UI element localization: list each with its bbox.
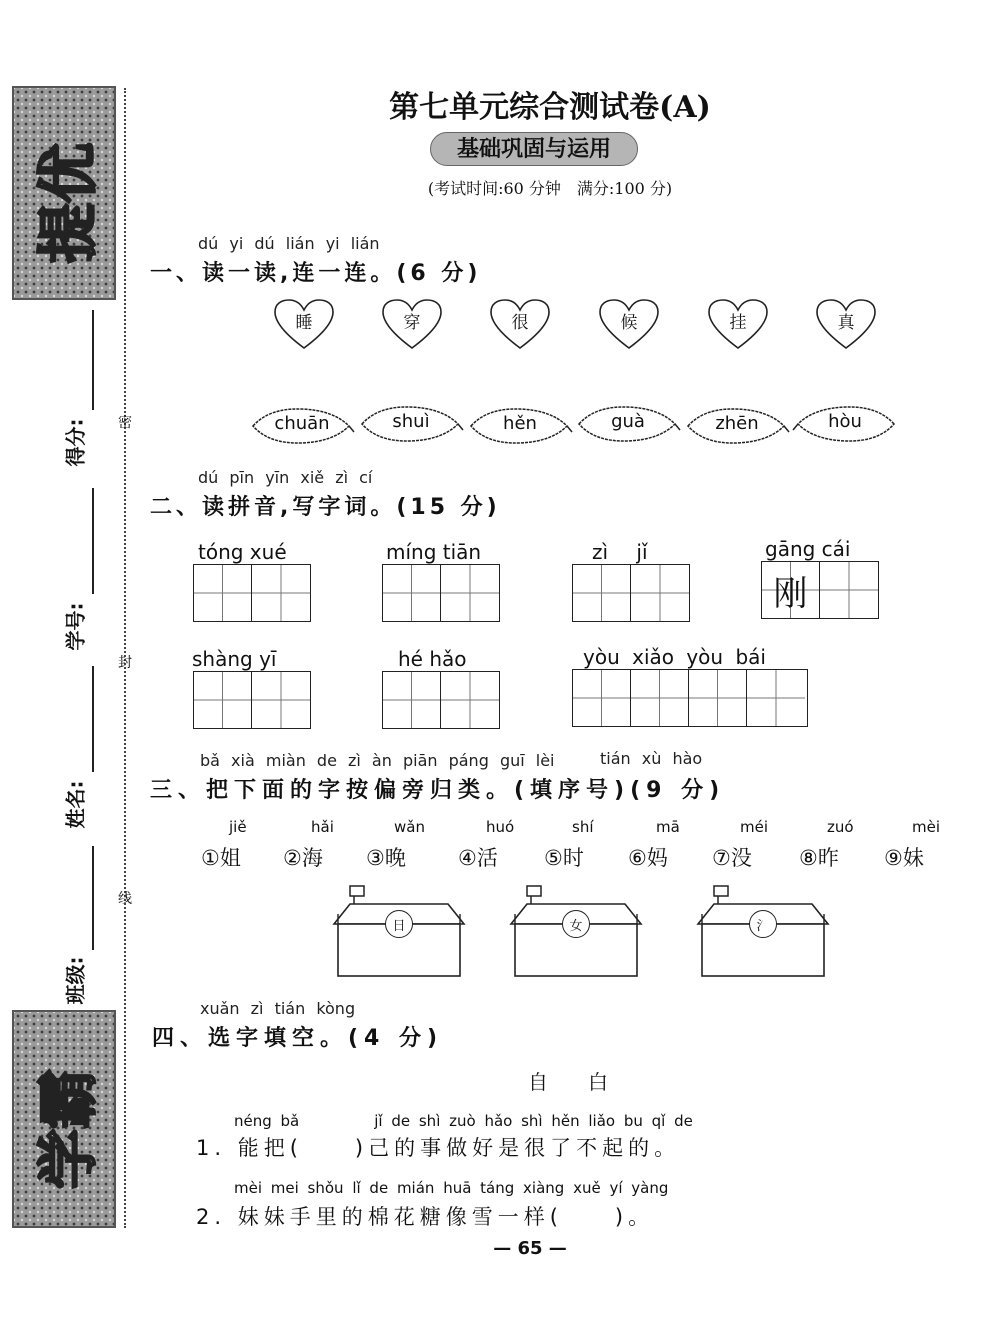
section2-pinyin: dú pīn yīn xiě zì cí: [198, 468, 373, 487]
bottom-badge: 学霸: [12, 1010, 116, 1228]
word-pinyin: shàng yī: [192, 647, 277, 671]
section1-pinyin: dú yi dú lián yi lián: [198, 234, 380, 253]
leaf-pinyin[interactable]: [575, 404, 681, 444]
sorting-house[interactable]: [696, 884, 830, 979]
item-pinyin: huó: [486, 818, 515, 836]
seal-mark-xian: 线: [118, 891, 132, 907]
sorting-house[interactable]: [509, 884, 643, 979]
writing-grid[interactable]: [382, 564, 500, 622]
seal-mark-feng: 封: [118, 655, 132, 671]
leaf-pinyin[interactable]: [792, 404, 898, 444]
radical-text: 女: [569, 918, 583, 934]
character-item: ⑨妹: [884, 846, 924, 870]
radical-label: [749, 910, 777, 938]
heart-character[interactable]: [707, 298, 769, 350]
radical-text: 氵: [756, 918, 770, 934]
leaf-pinyin-text: hěn: [503, 413, 537, 434]
subtitle-badge: 基础巩固与运用: [430, 132, 638, 166]
item-pinyin: jiě: [229, 818, 247, 836]
name-label: 姓名:: [63, 780, 88, 829]
writing-grid[interactable]: [572, 669, 808, 727]
item-pinyin: wǎn: [394, 818, 425, 836]
score-label: 得分:: [63, 418, 88, 467]
writing-grid[interactable]: [193, 564, 311, 622]
page-title: 第七单元综合测试卷(A): [389, 90, 711, 125]
section3-pinyin-extra: tián xù hào: [600, 749, 703, 768]
heart-character-text: 挂: [729, 313, 747, 333]
character-item: ⑧昨: [799, 846, 839, 870]
seal-mark-mi: 密: [118, 415, 132, 431]
word-pinyin: gāng cái: [765, 537, 851, 561]
exam-info: (考试时间:60 分钟 满分:100 分): [427, 179, 673, 198]
character-item: ①姐: [201, 846, 241, 870]
character-item: ④活: [458, 846, 498, 870]
heart-character-text: 很: [511, 313, 529, 333]
heart-character[interactable]: [815, 298, 877, 350]
character-item: ⑤时: [544, 846, 584, 870]
item-pinyin: mèi: [912, 818, 941, 836]
writing-grid[interactable]: [193, 671, 311, 729]
leaf-pinyin-text: zhēn: [715, 413, 759, 434]
top-badge: 提优: [12, 86, 116, 300]
leaf-pinyin-text: hòu: [828, 411, 862, 432]
radical-label: [562, 910, 590, 938]
item-pinyin: mā: [656, 818, 680, 836]
leaf-pinyin[interactable]: [467, 406, 573, 446]
student-id-label: 学号:: [63, 602, 88, 651]
leaf-pinyin-text: chuān: [274, 413, 330, 434]
word-pinyin: hé hǎo: [398, 647, 467, 671]
heart-character[interactable]: [489, 298, 551, 350]
class-line: [92, 846, 94, 950]
radical-label: [385, 910, 413, 938]
leaf-pinyin-text: guà: [611, 411, 645, 432]
sentence2[interactable]: 2. 妹妹手里的棉花糖像雪一样( )。: [196, 1205, 655, 1229]
character-item: ③晚: [366, 846, 406, 870]
character-item: ②海: [283, 846, 323, 870]
heart-character[interactable]: [273, 298, 335, 350]
writing-grid[interactable]: [572, 564, 690, 622]
character-item: ⑦没: [712, 846, 752, 870]
heart-character-text: 穿: [403, 313, 421, 333]
section3-pinyin: bǎ xià miàn de zì àn piān páng guī lèi: [200, 751, 555, 770]
item-pinyin: hǎi: [311, 818, 334, 836]
section2-title: 二、读拼音,写字词。(15 分): [150, 495, 501, 520]
writing-grid[interactable]: [382, 671, 500, 729]
word-pinyin: tóng xué: [198, 540, 287, 564]
heart-character-text: 睡: [295, 313, 313, 333]
section4-title: 四、选字填空。(4 分): [152, 1026, 444, 1051]
page-number: — 65 —: [493, 1238, 567, 1259]
word-pinyin: yòu xiǎo yòu bái: [583, 645, 766, 669]
word-choices: 自 白: [528, 1070, 608, 1094]
score-line: [92, 310, 94, 410]
radical-text: 日: [392, 918, 406, 934]
sorting-house[interactable]: [332, 884, 466, 979]
heart-character[interactable]: [381, 298, 443, 350]
item-pinyin: méi: [740, 818, 769, 836]
heart-character-text: 候: [620, 313, 638, 333]
section3-title: 三、把下面的字按偏旁归类。(填序号)(9 分): [150, 778, 726, 803]
leaf-pinyin[interactable]: [358, 404, 464, 444]
sentence2-pinyin: mèi mei shǒu lǐ de mián huā táng xiàng xuě yí yàng: [234, 1179, 669, 1197]
writing-grid[interactable]: [761, 561, 879, 619]
word-pinyin: míng tiān: [386, 540, 482, 564]
class-label: 班级:: [63, 956, 88, 1005]
leaf-pinyin-text: shuì: [392, 411, 430, 432]
word-pinyin: zì jǐ: [592, 540, 648, 564]
item-pinyin: shí: [572, 818, 594, 836]
section1-title: 一、读一读,连一连。(6 分): [150, 261, 482, 286]
item-pinyin: zuó: [827, 818, 854, 836]
section4-pinyin: xuǎn zì tián kòng: [200, 999, 356, 1018]
filled-character: 刚: [773, 573, 808, 614]
heart-character-text: 真: [837, 313, 855, 333]
student-id-line: [92, 488, 94, 594]
sentence1[interactable]: 1. 能把( )己的事做好是很了不起的。: [196, 1136, 681, 1160]
sentence1-pinyin: néng bǎ jǐ de shì zuò hǎo shì hěn liǎo bu qǐ de: [234, 1112, 693, 1130]
leaf-pinyin[interactable]: [684, 406, 790, 446]
heart-character[interactable]: [598, 298, 660, 350]
leaf-pinyin[interactable]: [249, 406, 355, 446]
character-item: ⑥妈: [628, 846, 668, 870]
name-line: [92, 666, 94, 772]
